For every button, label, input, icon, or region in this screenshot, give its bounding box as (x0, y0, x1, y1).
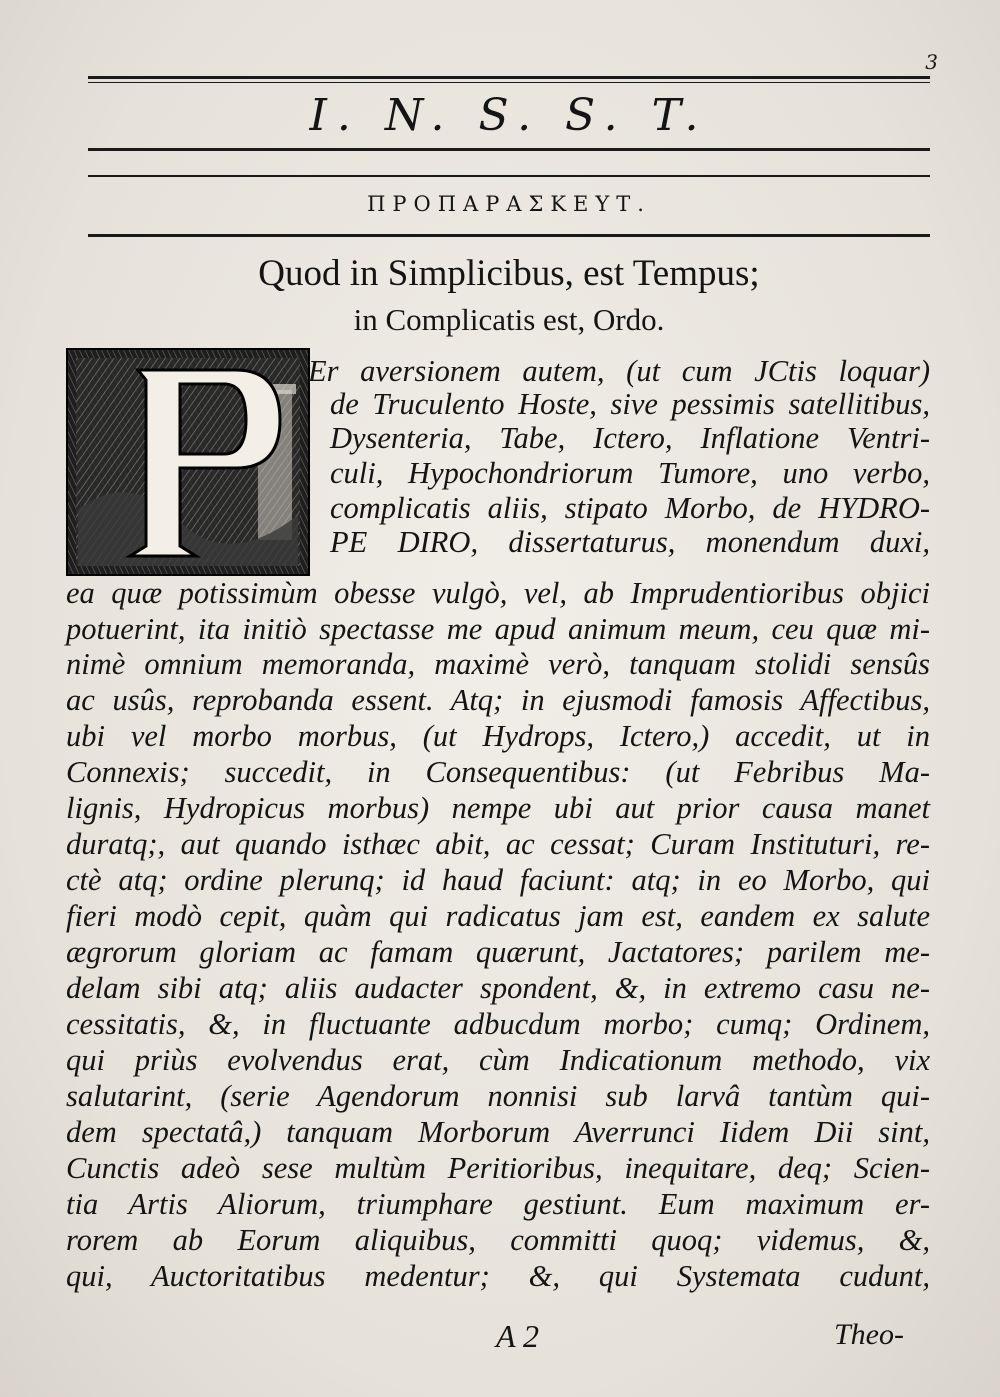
text-line: Cunctis adeò sese multùm Peritioribus, inequitare, deq; Scien- (66, 1151, 930, 1185)
text-line: complicatis aliis, stipato Morbo, de HYDRO- (330, 491, 930, 525)
decorated-initial (66, 348, 310, 576)
chapter-heading-line-1: Quod in Simplicibus, est Tempus; (258, 253, 760, 294)
text-line: ea quæ potissimùm obesse vulgò, vel, ab Imprudentioribus objici (66, 576, 930, 610)
page-number: 3 (925, 50, 938, 74)
section-title: ΠΡΟΠΑΡΑΣΚΕΥΤ. (367, 192, 651, 216)
text-line: ubi vel morbo morbus, (ut Hydrops, Ictero,) accedit, ut in (66, 719, 930, 753)
text-line: rorem ab Eorum aliquibus, committi quoq; videmus, &, (66, 1223, 930, 1257)
text-line: qui priùs evolvendus erat, cùm Indicationum methodo, vix (66, 1043, 930, 1077)
title-rule-lower (88, 175, 930, 177)
text-line: nimè omnium memoranda, maximè verò, tanquam stolidi sensûs (66, 647, 930, 681)
text-line: potuerint, ita initiò spectasse me apud animum meum, ceu quæ mi- (66, 612, 930, 646)
text-line: PE DIRO, dissertaturus, monendum duxi, (330, 525, 930, 559)
text-line: fieri modò cepit, quàm qui radicatus jam est, eandem ex salute (66, 899, 930, 933)
top-rule (88, 76, 930, 79)
catchword: Theo- (834, 1318, 904, 1351)
text-line: ctè atq; ordine plerunq; id haud faciunt: atq; in eo Morbo, qui (66, 863, 930, 897)
signature-mark: A 2 (496, 1318, 539, 1354)
text-line: delam sibi atq; aliis audacter spondent, &, in extremo casu ne- (66, 971, 930, 1005)
text-line: dem spectatâ,) tanquam Morborum Averrunci Iidem Dii sint, (66, 1115, 930, 1149)
woodcut-initial-icon (68, 350, 308, 574)
text-line: salutarint, (serie Agendorum nonnisi sub larvâ tantùm qui- (66, 1079, 930, 1113)
text-line: de Truculento Hoste, sive pessimis satellitibus, (330, 387, 930, 421)
text-line: lignis, Hydropicus morbus) nempe ubi aut prior causa manet (66, 791, 930, 825)
title-rule-upper (88, 148, 930, 151)
text-line: duratq;, aut quando isthæc abit, ac cessat; Curam Instituturi, re- (66, 827, 930, 861)
text-line: tia Artis Aliorum, triumphare gestiunt. Eum maximum er- (66, 1187, 930, 1221)
text-line: cessitatis, &, in fluctuante adbucdum morbo; cumq; Ordinem, (66, 1007, 930, 1041)
text-line: ac usûs, reprobanda essent. Atq; in ejusmodi famosis Affectibus, (66, 683, 930, 717)
top-rule-thin (88, 82, 930, 83)
text-line: ægrorum gloriam ac famam quærunt, Jactatores; parilem me- (66, 935, 930, 969)
chapter-heading-line-2: in Complicatis est, Ordo. (353, 302, 665, 337)
text-line: Er aversionem autem, (ut cum JCtis loquar) (308, 354, 930, 388)
text-line: qui, Auctoritatibus medentur; &, qui Systemata cudunt, (66, 1259, 930, 1293)
dedication-title: I. N. S. S. T. (309, 90, 709, 141)
text-line: culi, Hypochondriorum Tumore, uno verbo, (330, 456, 930, 490)
text-line: Connexis; succedit, in Consequentibus: (ut Febribus Ma- (66, 755, 930, 789)
section-rule (88, 234, 930, 237)
text-line: Dysenteria, Tabe, Ictero, Inflatione Ventri- (330, 421, 930, 455)
